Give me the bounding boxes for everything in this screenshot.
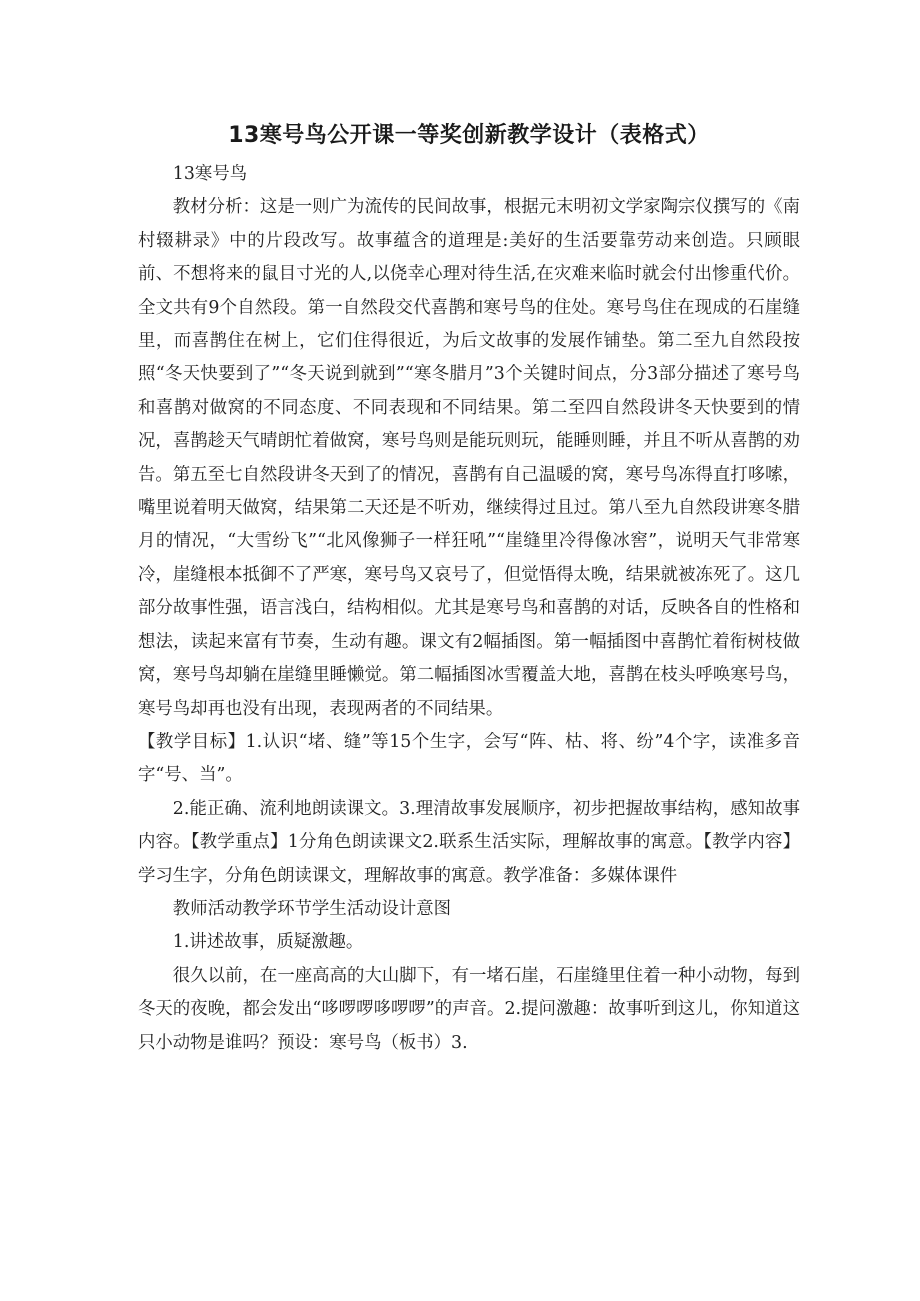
paragraph-teaching-goals: 【教学目标】1.认识“堵、缝”等15个生字，会写“阵、枯、将、纷”4个字，读准多音字“号、当”。 (138, 731, 800, 786)
paragraph-goals-continued: 2.能正确、流利地朗读课文。3.理清故事发展顺序，初步把握故事结构，感知故事内容。【教学重点】1分角色朗读课文2.联系生活实际，理解故事的寓意。【教学内容】学习生字，分角色朗读课文，理解故事的寓意。教学准备：多媒体课件 (138, 798, 800, 886)
paragraph-material-analysis: 教材分析：这是一则广为流传的民间故事，根据元末明初文学家陶宗仪撰写的《南村辍耕录》中的片段改写。故事蕴含的道理是:美好的生活要靠劳动来创造。只顾眼前、不想将来的鼠目寸光的人,以侥幸心理对待生活,在灾难来临时就会付出惨重代价。全文共有9个自然段。第一自然段交代喜鹊和寒号鸟的住处。寒号鸟住在现成的石崖缝里，而喜鹊住在树上，它们住得很近，为后文故事的发展作铺垫。第二至九自然段按照“冬天快要到了”“冬天说到就到”“寒冬腊月”3个关键时间点，分3部分描述了寒号鸟和喜鹊对做窝的不同态度、不同表现和不同结果。第二至四自然段讲冬天快要到的情况，喜鹊趁天气晴朗忙着做窝，寒号鸟则是能玩则玩，能睡则睡，并且不听从喜鹊的劝告。第五至七自然段讲冬天到了的情况，喜鹊有自己温暖的窝，寒号鸟冻得直打哆嗦，嘴里说着明天做窝，结果第二天还是不听劝，继续得过且过。第八至九自然段讲寒冬腊月的情况，“大雪纷飞”“北风像狮子一样狂吼”“崖缝里冷得像冰窖”，说明天气非常寒冷，崖缝根本抵御不了严寒，寒号鸟又哀号了，但觉悟得太晚，结果就被冻死了。这几部分故事性强，语言浅白，结构相似。尤其是寒号鸟和喜鹊的对话，反映各自的性格和想法，读起来富有节奏，生动有趣。课文有2幅插图。第一幅插图中喜鹊忙着衔树枝做窝，寒号鸟却躺在崖缝里睡懒觉。第二幅插图冰雪覆盖大地，喜鹊在枝头呼唤寒号鸟，寒号鸟却再也没有出现，表现两者的不同结果。 (138, 197, 800, 719)
document-body (138, 158, 800, 1060)
paragraph-story-intro: 很久以前，在一座高高的大山脚下，有一堵石崖，石崖缝里住着一种小动物，每到冬天的夜晚，都会发出“哆啰啰哆啰啰”的声音。2.提问激趣：故事听到这儿，你知道这只小动物是谁吗？预设：寒号鸟（板书）3. (138, 965, 800, 1053)
document-page (138, 118, 800, 1060)
paragraph-table-header: 教师活动教学环节学生活动设计意图 (172, 898, 452, 919)
document-title: 13寒号鸟公开课一等奖创新教学设计（表格式） (228, 123, 710, 148)
paragraph-subtitle: 13寒号鸟 (172, 164, 248, 184)
paragraph-step-one: 1.讲述故事，质疑激趣。 (172, 932, 364, 953)
